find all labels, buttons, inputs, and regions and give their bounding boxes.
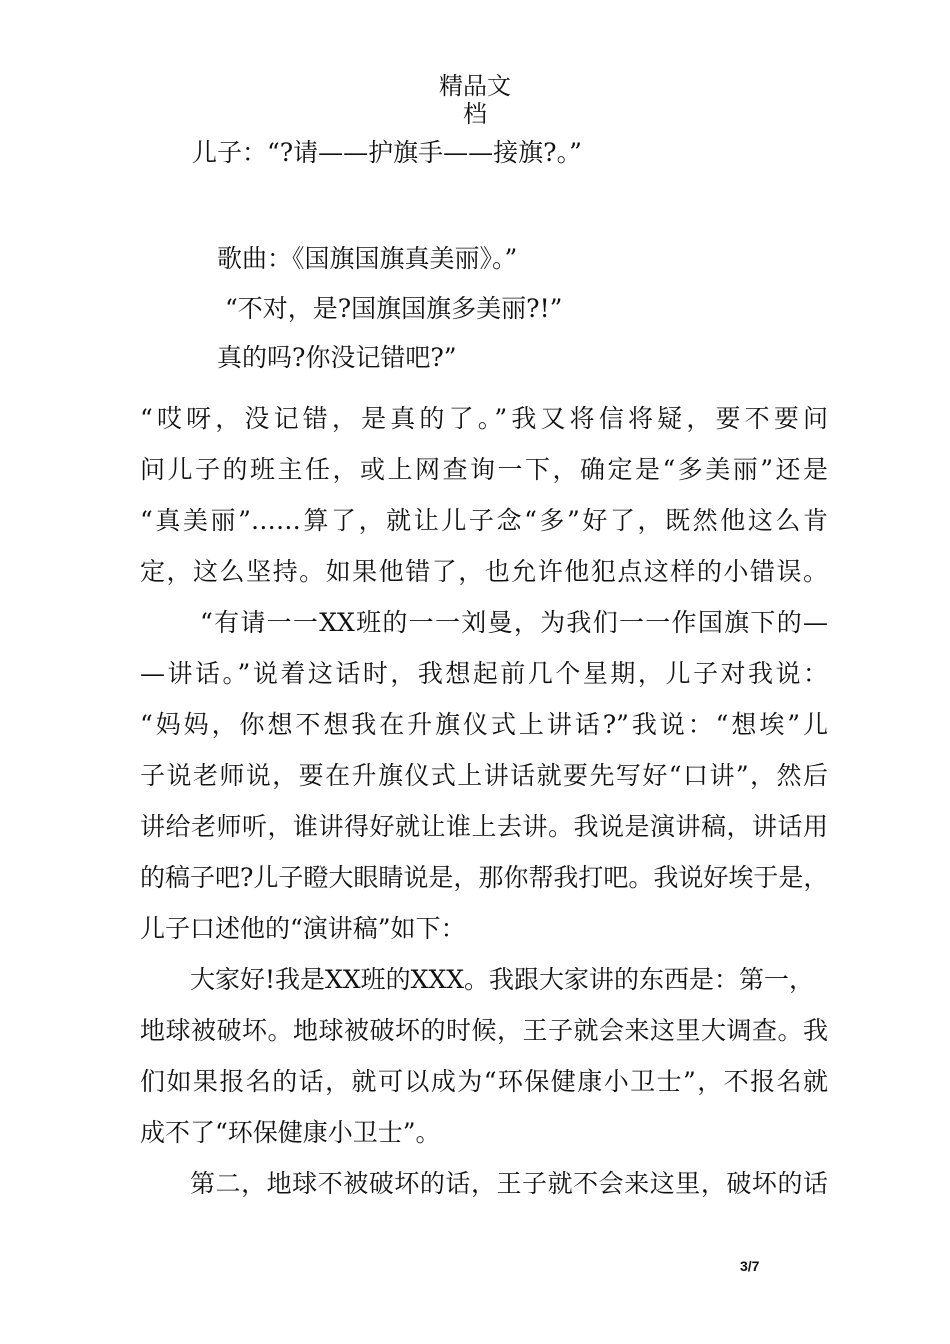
text-line: “不对，是?国旗国旗多美丽?!”: [225, 294, 563, 323]
text-line: —讲话。”说着这话时，我想起前几个星期，儿子对我说：: [140, 659, 828, 688]
text-line: 地球被破坏。地球被破坏的时候，王子就会来这里大调查。我: [140, 1016, 828, 1045]
text-line: 真的吗?你没记错吧?”: [217, 343, 457, 372]
text-line: “真美丽”……算了，就让儿子念“多”好了，既然他这么肯: [140, 506, 828, 535]
text-line: 们如果报名的话，就可以成为“环保健康小卫士”，不报名就: [140, 1067, 828, 1096]
header-title-line2: 档: [463, 100, 487, 128]
text-line: 第二，地球不被破坏的话，王子就不会来这里，破坏的话: [190, 1169, 828, 1198]
text-line: 定，这么坚持。如果他错了，也允许他犯点这样的小错误。: [140, 557, 828, 586]
document-header: [0, 72, 950, 128]
text-line: 讲给老师听，谁讲得好就让谁上去讲。我说是演讲稿，讲话用: [140, 812, 828, 841]
page-number: 3/7: [740, 1258, 760, 1274]
text-line: 的稿子吧?儿子瞪大眼睛说是，那你帮我打吧。我说好埃于是，: [140, 863, 829, 892]
text-line: 问儿子的班主任，或上网查询一下，确定是“多美丽”还是: [140, 455, 828, 484]
text-line: 子说老师说，要在升旗仪式上讲话就要先写好“口讲”，然后: [140, 761, 828, 790]
text-line: 大家好!我是XX班的XXX。我跟大家讲的东西是：第一，: [190, 965, 815, 994]
text-line: 歌曲：《国旗国旗真美丽》。”: [217, 244, 518, 273]
text-line: “哎呀，没记错，是真的了。”我又将信将疑，要不要问: [140, 404, 828, 433]
text-line: 儿子口述他的“演讲稿”如下：: [140, 914, 466, 943]
text-line: “有请一一XX班的一一刘曼，为我们一一作国旗下的—: [200, 608, 828, 637]
header-title-line1: 精品文: [439, 72, 511, 100]
text-line: “妈妈，你想不想我在升旗仪式上讲话?”我说：“想埃”儿: [140, 710, 828, 739]
text-line: 成不了“环保健康小卫士”。: [140, 1118, 441, 1147]
text-line: 儿子：“?请——护旗手——接旗?。”: [192, 138, 582, 167]
